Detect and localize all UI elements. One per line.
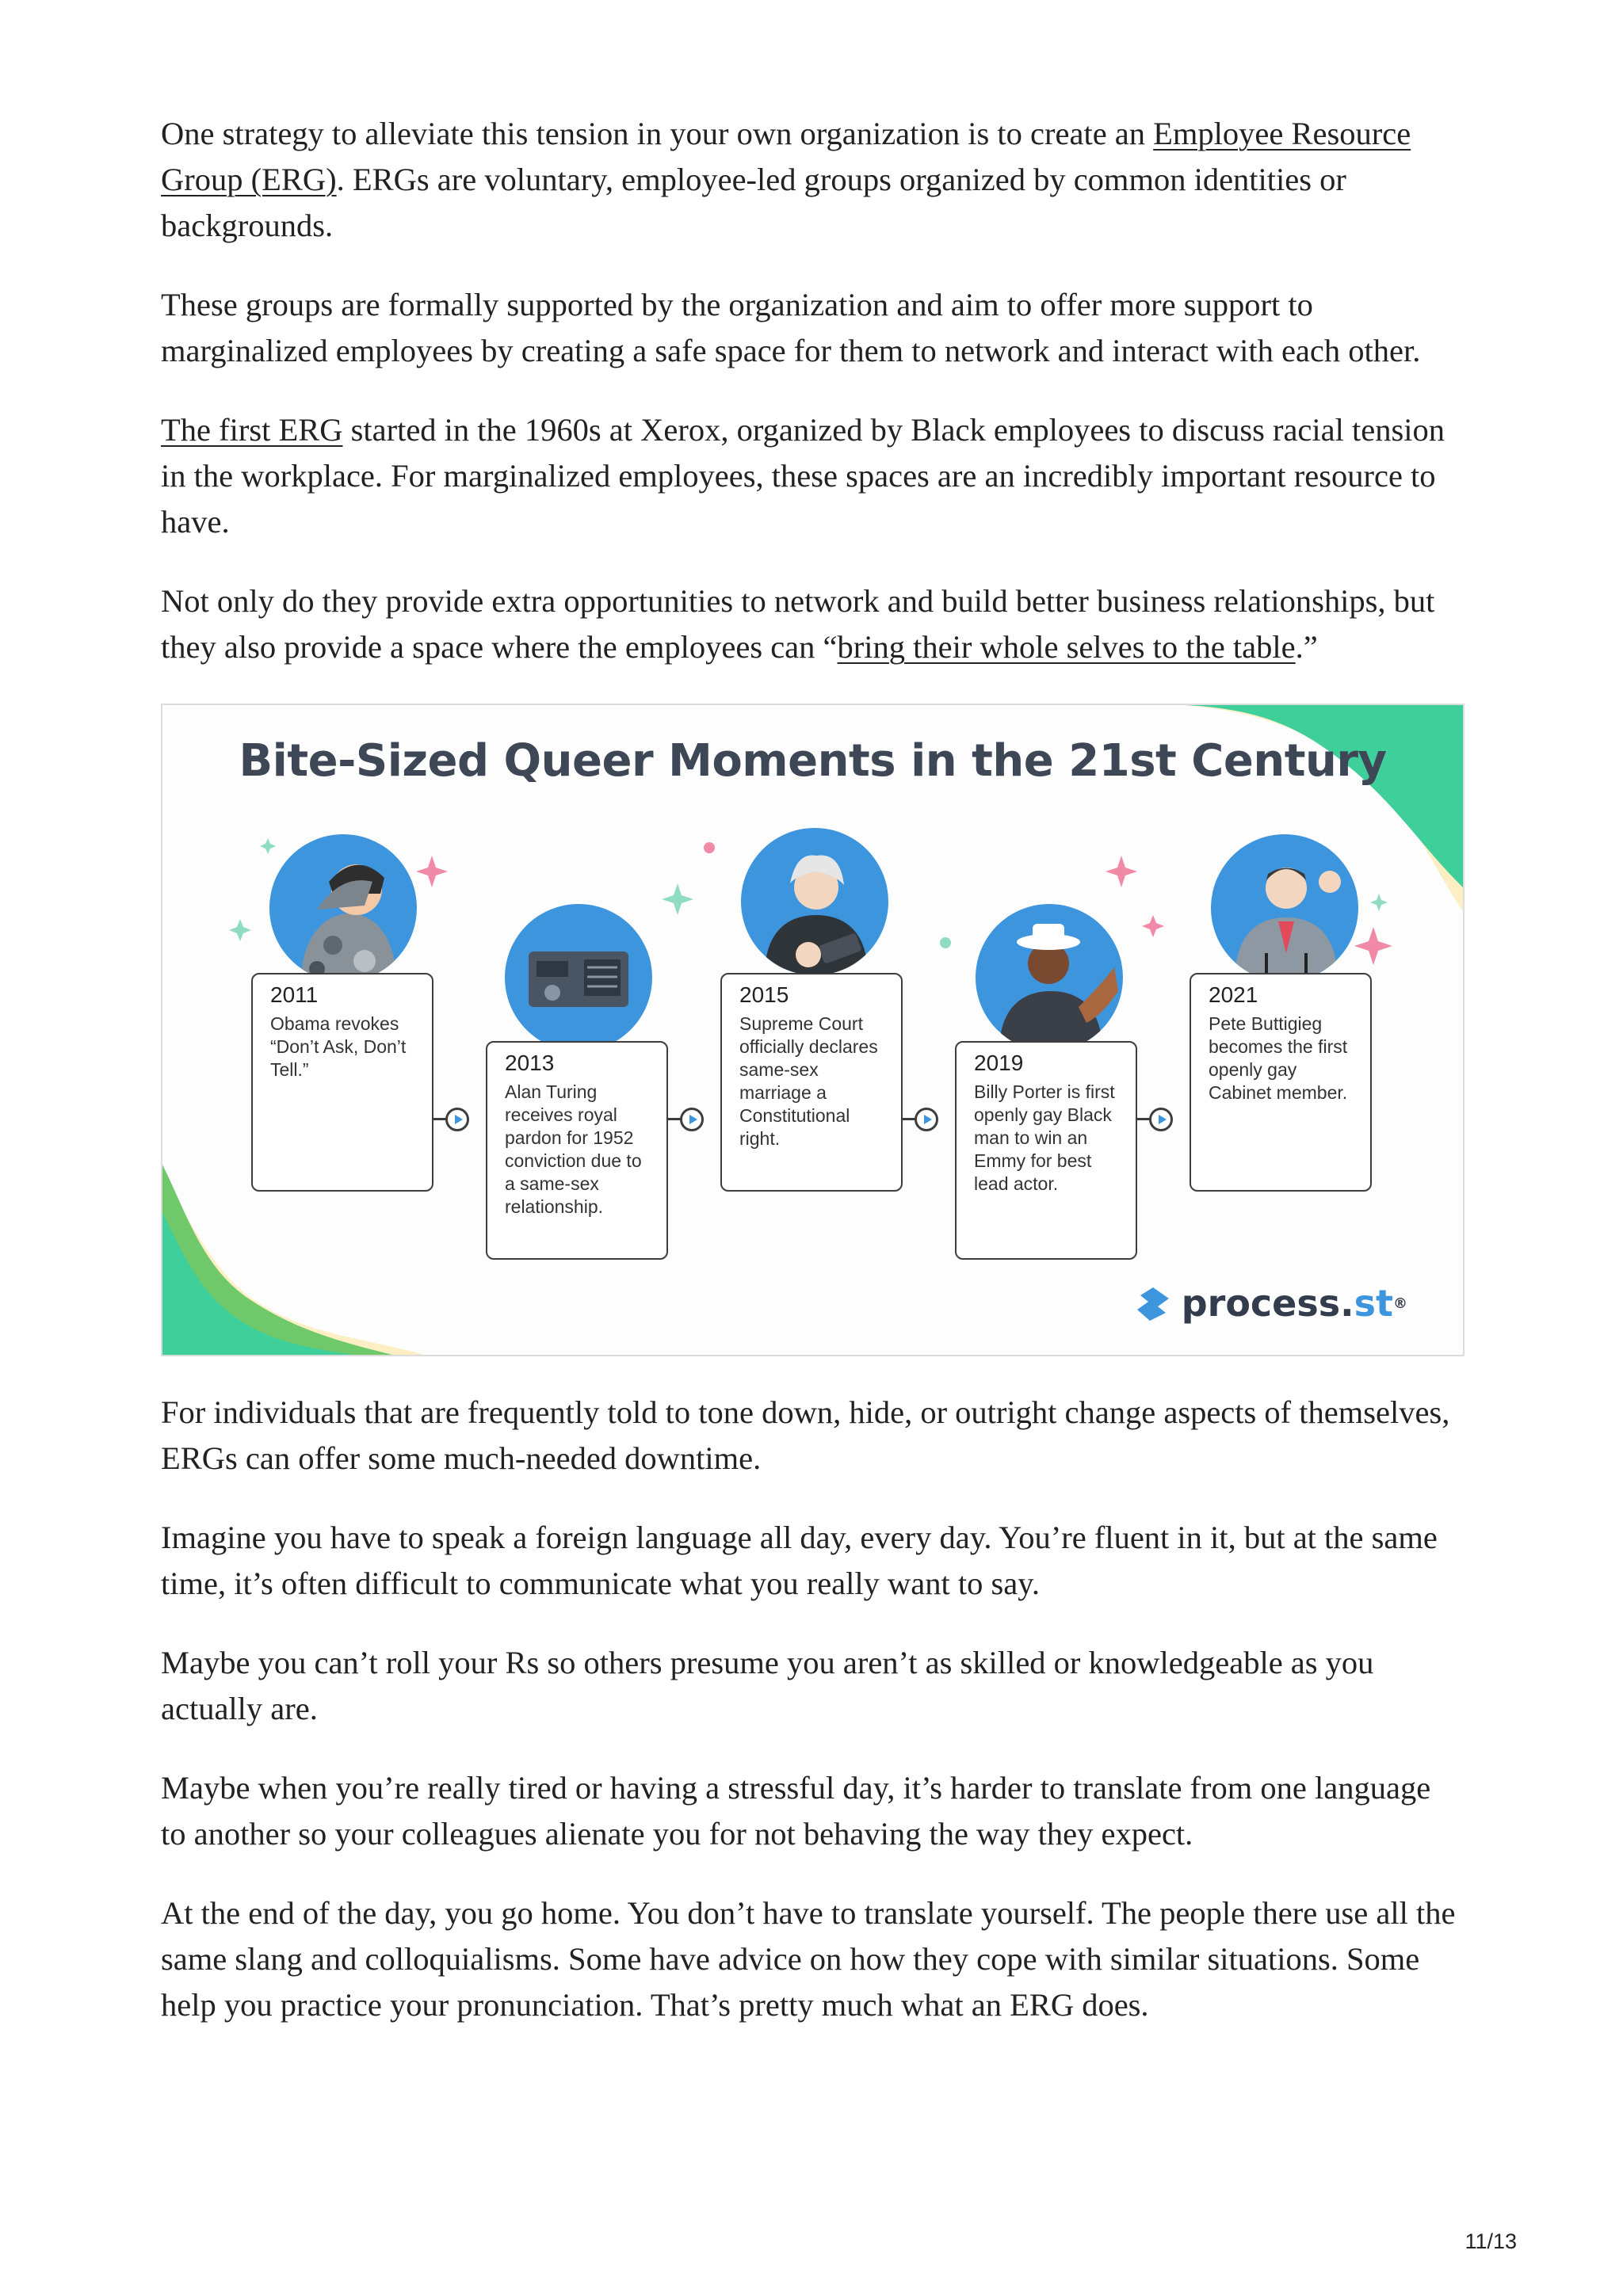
event-description: Obama revokes “Don’t Ask, Don’t Tell.” xyxy=(270,1013,407,1080)
paragraph-text: Not only do they provide extra opportunities to network and build better business relationships, but they also provide a space where the employees can “ xyxy=(161,583,1435,665)
event-year: 2019 xyxy=(974,1051,1024,1075)
event-year: 2011 xyxy=(270,982,319,1007)
paragraph-text: These groups are formally supported by the organization and aim to offer more support to marginalized employees by creating a safe space for them to network and interact with each other. xyxy=(161,287,1421,368)
politician-icon xyxy=(1211,834,1358,982)
paragraph: Maybe you can’t roll your Rs so others presume you aren’t as skilled or knowledgeable as you actually are. xyxy=(161,1645,1374,1726)
event-description: Supreme Court officially declares same-sex marriage a Constitutional right. xyxy=(739,1013,878,1149)
page-number: 11/13 xyxy=(1465,2229,1517,2253)
timeline-card xyxy=(955,1041,1137,1260)
logo-mark-icon xyxy=(1134,1284,1172,1322)
whole-selves-link[interactable]: bring their whole selves to the table xyxy=(837,629,1296,665)
timeline-node-icon xyxy=(445,1108,469,1131)
paragraph: At the end of the day, you go home. You don’t have to translate yourself. The people there use all the same slang and colloquialisms. Some have advice on how they cope with similar situations. Some help you practice your pronunciation. That’s pretty much what an ERG does. xyxy=(161,1895,1456,2023)
infographic-title: Bite-Sized Queer Moments in the 21st Century xyxy=(239,735,1387,787)
paragraph xyxy=(161,407,1463,545)
event-description: Billy Porter is first openly gay Black man to win an Emmy for best lead actor. xyxy=(974,1081,1115,1194)
event-description: Pete Buttigieg becomes the first openly gay Cabinet member. xyxy=(1209,1013,1348,1103)
process-st-logo xyxy=(1134,1282,1407,1325)
paragraph xyxy=(161,282,1463,374)
soldier-icon xyxy=(269,834,417,982)
timeline-node-icon xyxy=(680,1108,704,1131)
actor-icon xyxy=(976,904,1123,1051)
judge-gavel-icon xyxy=(741,828,888,975)
paragraph: Imagine you have to speak a foreign language all day, every day. You’re fluent in it, but at the same time, it’s often difficult to communicate what you really want to say. xyxy=(161,1520,1438,1601)
article-body xyxy=(161,111,1463,2061)
paragraph-text: . ERGs are voluntary, employee-led groups organized by common identities or backgrounds. xyxy=(161,162,1346,243)
computer-machine-icon xyxy=(505,904,652,1051)
event-year: 2015 xyxy=(739,982,789,1007)
timeline-node-icon xyxy=(1149,1108,1173,1131)
timeline-card xyxy=(720,973,903,1192)
paragraph-text: started in the 1960s at Xerox, organized by Black employees to discuss racial tension in the workplace. For marginalized employees, these spaces are an incredibly important resource to have. xyxy=(161,412,1445,540)
paragraph: For individuals that are frequently told to tone down, hide, or outright change aspects of themselves, ERGs can offer some much-needed downtime. xyxy=(161,1394,1450,1476)
logo-text: process. xyxy=(1181,1282,1354,1325)
erg-link[interactable]: Employee Resource Group (ERG) xyxy=(161,116,1411,197)
paragraph-text: One strategy to alleviate this tension in your own organization is to create an xyxy=(161,116,1154,151)
first-erg-link[interactable]: The first ERG xyxy=(161,412,343,448)
logo-accent-text: st xyxy=(1354,1282,1393,1325)
event-year: 2013 xyxy=(505,1051,555,1075)
timeline-node-icon xyxy=(915,1108,938,1131)
event-description: Alan Turing receives royal pardon for 1952 conviction due to a same-sex relationship. xyxy=(505,1081,642,1217)
timeline-card xyxy=(251,973,433,1192)
timeline-infographic xyxy=(161,704,1465,1356)
timeline-card xyxy=(1190,973,1372,1192)
timeline-card xyxy=(486,1041,668,1260)
paragraph-text: .” xyxy=(1295,629,1318,665)
paragraph xyxy=(161,578,1463,670)
paragraph: Maybe when you’re really tired or having a stressful day, it’s harder to translate from one language to another so your colleagues alienate you for not behaving the way they expect. xyxy=(161,1770,1431,1852)
paragraph xyxy=(161,111,1463,249)
logo-registered-mark: ® xyxy=(1393,1295,1407,1312)
event-year: 2021 xyxy=(1209,982,1258,1007)
